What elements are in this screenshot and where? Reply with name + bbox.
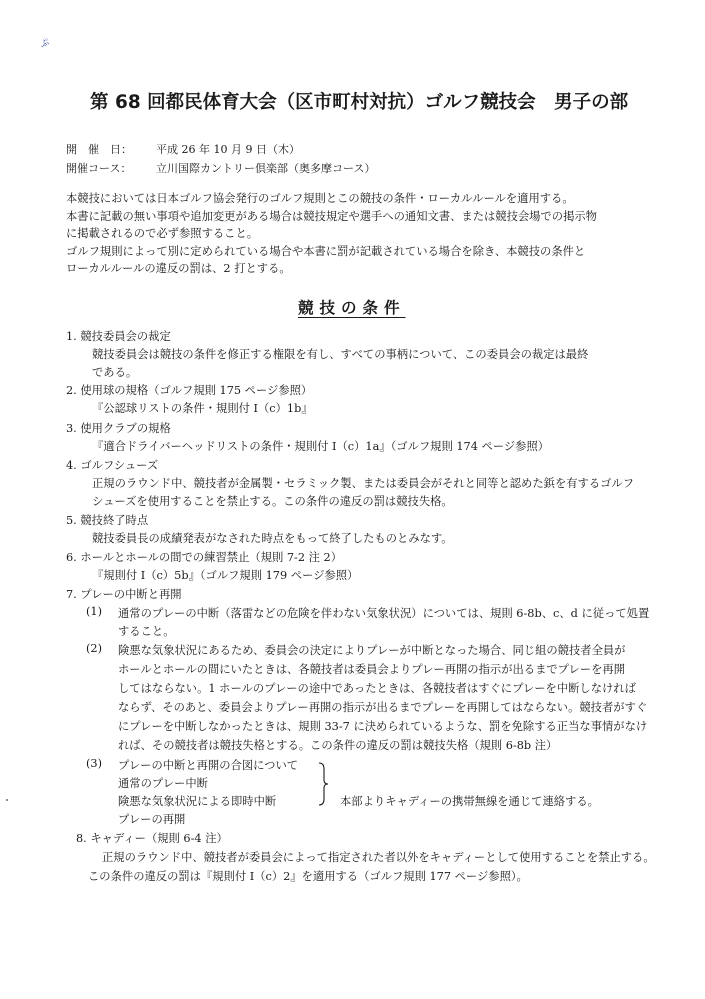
corner-stamp-mark: ぷ [39,37,51,51]
meta-date-value: 平成 26 年 10 月 9 日（木） [156,143,300,156]
item-8-heading: 8. キャディー（規則 6-4 注） [76,832,228,845]
item-6-heading: 6. ホールとホールの間での練習禁止（規則 7-2 注 2） [66,551,343,564]
item-7-2-text: ホールとホールの間にいたときは、各競技者は委員会よりプレー再開の指示が出るまでプレーを再開 [118,663,626,676]
item-7-2-text: 険悪な気象状況にあるため、委員会の決定によりプレーが中断となった場合、同じ組の競技者全員が [118,644,626,657]
intro-paragraph [66,190,666,278]
right-brace [318,762,328,806]
item-7-1-number: (1) [86,605,103,618]
item-7-3-number: (3) [86,757,103,770]
item-2-body: 『公認球リストの条件・規則付 I（c）1b』 [92,402,313,415]
signal-immediate-suspension: 険悪な気象状況による即時中断 [118,795,277,808]
meta-course-label: 開催コース： [66,162,132,175]
item-7-2-number: (2) [86,642,103,655]
section-title: 競技の条件 [298,299,406,317]
meta-course [66,160,375,176]
item-7-2-text: れば、その競技者は競技失格とする。この条件の違反の罰は競技失格（規則 6-8b 注） [118,739,558,752]
intro-line: 本書に記載の無い事項や追加変更がある場合は競技規定や選手への通知文書、または競技会場での掲示物 [66,209,597,223]
item-7-3-text: プレーの中断と再開の合図について [118,759,299,772]
intro-line: 本競技においては日本ゴルフ協会発行のゴルフ規則とこの競技の条件・ローカルルールを適用する。 [66,192,574,205]
item-7-2-text: ならず、そのあと、委員会よりプレー再開の指示が出るまでプレーを再開してはならない。競技者がすぐ [118,701,648,714]
item-4-body: シューズを使用することを禁止する。この条件の違反の罰は競技失格。 [92,495,453,508]
item-2-heading: 2. 使用球の規格（ゴルフ規則 175 ページ参照） [66,384,313,397]
signal-note: 本部よりキャディーの携帯無線を通じて連絡する。 [340,795,599,808]
item-4-heading: 4. ゴルフシューズ [66,459,159,472]
item-3-body: 『適合ドライバーヘッドリストの条件・規則付 I（c）1a』（ゴルフ規則 174 ページ参照） [92,440,550,453]
item-4-body: 正規のラウンド中、競技者が金属製・セラミック製、または委員会がそれと同等と認めた鋲を有するゴルフ [92,477,635,490]
item-1-body: 競技委員会は競技の条件を修正する権限を有し、すべての事柄について、この委員会の裁定は最終 [92,348,589,361]
item-7-2-text: にプレーを中断しなかったときは、規則 33-7 に決められているような、罰を免除する正当な事情がなけ [118,720,648,733]
item-3-heading: 3. 使用クラブの規格 [66,422,171,435]
item-7-heading: 7. プレーの中断と再開 [66,588,182,601]
item-7-1-text: 通常のプレーの中断（落雷などの危険を伴わない気象状況）については、規則 6-8b、c、d に従って処置 [118,607,650,620]
item-8-body: 正規のラウンド中、競技者が委員会によって指定された者以外をキャディーとして使用することを禁止する。 [102,851,655,864]
intro-line: に掲載されるので必ず参照すること。 [66,227,259,240]
item-5-heading: 5. 競技終了時点 [66,514,149,527]
scan-speck [6,799,8,801]
item-8-body: この条件の違反の罰は『規則付 I（c）2』を適用する（ゴルフ規則 177 ページ参照）。 [88,870,528,883]
item-1-body: である。 [92,366,138,379]
meta-course-value: 立川国際カントリー倶楽部（奥多摩コース） [156,162,376,175]
intro-line: ゴルフ規則によって別に定められている場合や本書に罰が記載されている場合を除き、本競技の条件と [66,244,586,258]
item-5-body: 競技委員長の成績発表がなされた時点をもって終了したものとみなす。 [92,532,453,545]
item-6-body: 『規則付 I（c）5b』（ゴルフ規則 179 ページ参照） [92,569,359,582]
meta-date [66,141,300,157]
item-1-heading: 1. 競技委員会の裁定 [66,330,171,343]
item-7-2-text: してはならない。1 ホールのプレーの途中であったときは、各競技者はすぐにプレーを中断しなければ [118,682,636,695]
item-7-1-text: すること。 [118,625,175,638]
meta-date-label: 開 催 日： [66,143,132,156]
document-title: 第 68 回都民体育大会（区市町村対抗）ゴルフ競技会 男子の部 [90,92,629,113]
intro-line: ローカルルールの違反の罰は、2 打とする。 [66,262,291,275]
signal-normal-suspension: 通常のプレー中断 [118,777,208,790]
signal-resumption: プレーの再開 [118,813,186,826]
